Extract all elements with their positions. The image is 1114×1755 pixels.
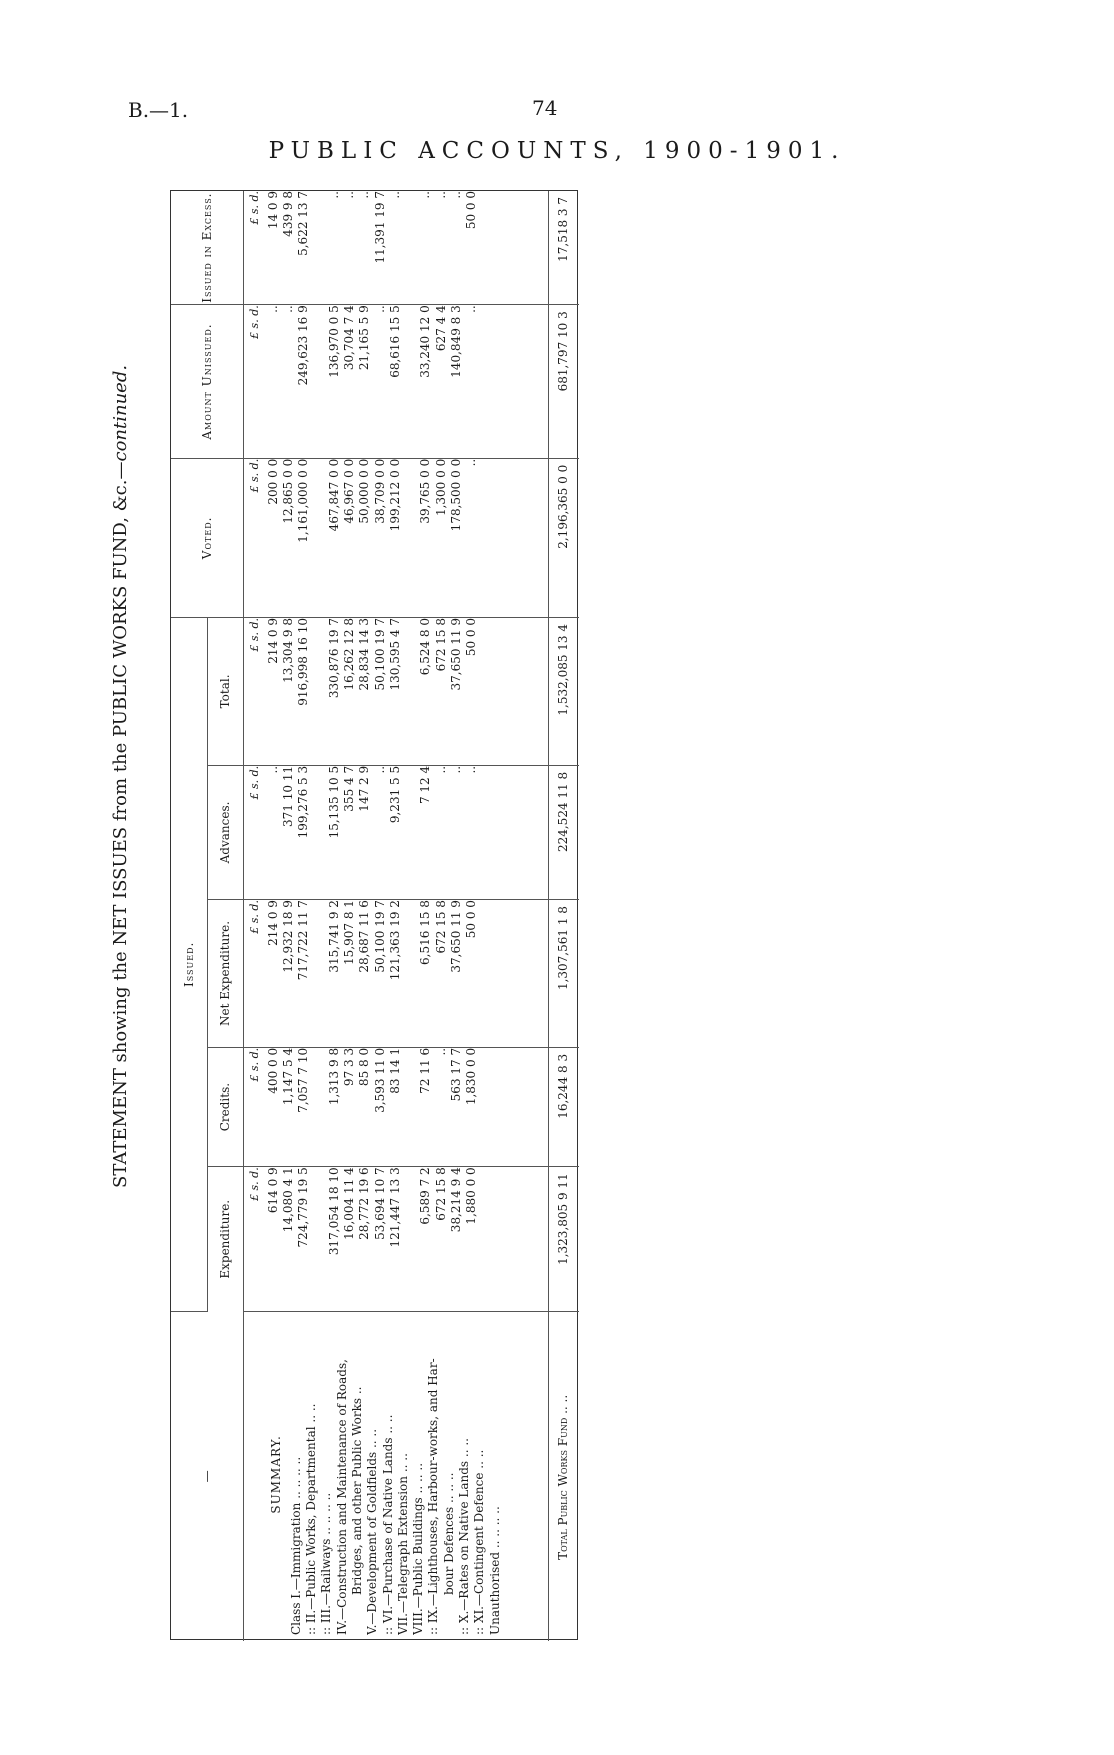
- row-value: 1,313 9 8: [326, 1047, 341, 1106]
- row-description: V.—Development of Goldfields .. ..: [365, 1428, 380, 1635]
- row-value: 16,004 11 4: [341, 1167, 356, 1240]
- row-description: Bridges, and other Public Works ..: [349, 1386, 364, 1595]
- row-value: ..: [464, 765, 479, 774]
- rotated-table-container: [171, 191, 579, 1641]
- col-advances-values: [266, 765, 549, 899]
- row-value: 12,932 18 9: [280, 900, 295, 973]
- row-value: 147 2 9: [357, 765, 372, 812]
- row-description: :: II.—Public Works, Departmental .. ..: [304, 1403, 319, 1635]
- row-value: [311, 766, 326, 899]
- total-expenditure: 1,323,805 9 11: [549, 1167, 580, 1311]
- row-value: 371 10 11: [280, 765, 295, 827]
- row-value: ..: [326, 191, 341, 199]
- col-header-blank: —: [171, 1311, 243, 1641]
- row-value: ..: [449, 191, 464, 199]
- col-amount-unissued-values: [266, 305, 549, 459]
- row-value: [311, 459, 326, 617]
- row-value: 330,876 19 7: [326, 617, 341, 699]
- row-value: 83 14 1: [387, 1047, 402, 1094]
- col-header-voted: Voted.: [171, 458, 243, 617]
- row-value: 11,391 19 7: [372, 191, 387, 264]
- statement-title-main: STATEMENT showing the NET ISSUES from the PUBLIC WORKS FUND, &c.—: [110, 461, 131, 1188]
- row-value: 1,830 0 0: [464, 1047, 479, 1106]
- row-value: 6,516 15 8: [418, 900, 433, 965]
- row-value: 85 8 0: [357, 1047, 372, 1087]
- units-label: £ s. d.: [243, 617, 266, 765]
- row-value: 72 11 6: [418, 1047, 433, 1094]
- row-value: 1,300 0 0: [433, 458, 448, 517]
- row-value: 214 0 9: [265, 617, 280, 664]
- row-value: 33,240 12 0: [418, 305, 433, 378]
- statement-table: [171, 191, 579, 1641]
- row-value: 14 0 9: [265, 191, 280, 230]
- row-description: IV.—Construction and Maintenance of Roads,: [334, 1359, 349, 1635]
- row-value: 136,970 0 5: [326, 305, 341, 378]
- row-value: 9,231 5 5: [387, 765, 402, 824]
- row-value: [311, 305, 326, 458]
- row-value: 38,214 9 4: [449, 1167, 464, 1233]
- row-value: 467,847 0 0: [326, 458, 341, 532]
- row-value: 97 3 3: [341, 1047, 356, 1087]
- row-value: 1,880 0 0: [464, 1167, 479, 1225]
- row-value: 916,998 16 10: [296, 617, 311, 706]
- total-voted: 2,196,365 0 0: [549, 458, 580, 617]
- row-description: :: X.—Rates on Native Lands .. ..: [457, 1438, 472, 1635]
- total-row: [549, 191, 580, 1641]
- row-value: 724,779 19 5: [296, 1167, 311, 1248]
- total-advances: 224,524 11 8: [549, 765, 580, 899]
- col-total-values: [266, 617, 549, 765]
- total-amount-unissued: 681,797 10 3: [549, 305, 580, 459]
- row-value: ..: [280, 305, 295, 313]
- row-description: :: IX.—Lighthouses, Harbour-works, and Har-: [426, 1358, 441, 1635]
- row-description: bour Defences .. .. ..: [441, 1472, 456, 1595]
- row-value: 50,000 0 0: [357, 458, 372, 524]
- units-label: £ s. d.: [243, 458, 266, 617]
- row-value: 672 15 8: [433, 900, 448, 954]
- row-description: :: XI.—Contingent Defence .. ..: [472, 1449, 487, 1635]
- row-value: 1,161,000 0 0: [296, 458, 311, 543]
- row-value: [311, 1048, 326, 1166]
- row-value: 15,907 8 1: [341, 900, 356, 965]
- row-value: [311, 191, 326, 304]
- row-description: :: VI.—Purchase of Native Lands .. ..: [380, 1414, 395, 1635]
- table-body: [266, 191, 580, 1641]
- row-description: :: III.—Railways .. .. .. ..: [319, 1492, 334, 1635]
- units-label: £ s. d.: [243, 900, 266, 1048]
- total-net-expenditure: 1,307,561 1 8: [549, 900, 580, 1048]
- row-value: 13,304 9 8: [280, 617, 295, 683]
- row-value: 400 0 0: [265, 1047, 280, 1094]
- row-value: 46,967 0 0: [341, 458, 356, 524]
- col-header-expenditure: Expenditure.: [207, 1167, 243, 1311]
- row-value: 68,616 15 5: [387, 305, 402, 378]
- row-value: 130,595 4 7: [387, 617, 402, 691]
- row-value: 439 9 8: [280, 191, 295, 237]
- row-value: 200 0 0: [265, 458, 280, 505]
- col-header-issued-in-excess: Issued in Excess.: [171, 191, 243, 305]
- row-value: ..: [418, 191, 433, 199]
- row-value: 140,849 8 3: [449, 305, 464, 378]
- row-value: 37,650 11 9: [449, 617, 464, 691]
- row-value: 21,165 5 9: [357, 305, 372, 371]
- statement-title-suffix: continued.: [110, 364, 131, 462]
- row-value: 15,135 10 5: [326, 765, 341, 839]
- row-value: ..: [387, 191, 402, 199]
- total-total: 1,532,085 13 4: [549, 617, 580, 765]
- col-description: [266, 1311, 549, 1641]
- table-data-row: [266, 191, 549, 1641]
- row-description: VII.—Telegraph Extension .. ..: [395, 1453, 410, 1635]
- row-value: [403, 1048, 418, 1166]
- col-header-total: Total.: [207, 617, 243, 765]
- row-value: 12,865 0 0: [280, 458, 295, 524]
- row-value: ..: [433, 191, 448, 199]
- row-value: 355 4 7: [341, 765, 356, 812]
- row-value: 614 0 9: [265, 1167, 280, 1214]
- row-value: 315,741 9 2: [326, 900, 341, 973]
- row-value: [311, 618, 326, 765]
- row-value: 627 4 4: [433, 305, 448, 352]
- row-value: 121,363 19 2: [387, 900, 402, 981]
- row-value: [403, 305, 418, 458]
- row-value: [311, 1167, 326, 1310]
- row-value: 50,100 19 7: [372, 617, 387, 691]
- total-label: Total Public Works Fund .. ..: [549, 1311, 580, 1641]
- col-issued-in-excess-values: [266, 191, 549, 305]
- row-value: [403, 766, 418, 899]
- row-value: ..: [464, 458, 479, 467]
- row-value: ..: [357, 191, 372, 199]
- units-label: £ s. d.: [243, 1047, 266, 1166]
- units-label: £ s. d.: [243, 765, 266, 899]
- row-value: ..: [433, 765, 448, 774]
- row-value: 199,212 0 0: [387, 458, 402, 532]
- col-credits-values: [266, 1047, 549, 1166]
- page-number: 74: [532, 96, 558, 120]
- units-label: £ s. d.: [243, 1167, 266, 1311]
- row-value: [403, 900, 418, 1047]
- row-value: 37,650 11 9: [449, 900, 464, 973]
- row-value: 28,834 14 3: [357, 617, 372, 691]
- row-value: 317,054 18 10: [326, 1167, 341, 1256]
- row-value: 6,524 8 0: [418, 617, 433, 676]
- row-value: 53,694 10 7: [372, 1167, 387, 1240]
- row-value: ..: [433, 1047, 448, 1056]
- statement-title: [110, 188, 131, 1188]
- row-value: 7,057 7 10: [296, 1047, 311, 1113]
- col-header-advances: Advances.: [207, 765, 243, 899]
- row-value: 1,147 5 4: [280, 1047, 295, 1106]
- row-description: Class I.—Immigration .. .. .. ..: [288, 1456, 303, 1635]
- row-value: 672 15 8: [433, 617, 448, 672]
- running-head: PUBLIC ACCOUNTS, 1900-1901.: [268, 138, 846, 164]
- row-value: ..: [372, 765, 387, 774]
- row-value: 16,262 12 8: [341, 617, 356, 691]
- row-value: 7 12 4: [418, 765, 433, 805]
- row-value: 563 17 7: [449, 1047, 464, 1102]
- row-value: 50 0 0: [464, 900, 479, 939]
- row-value: ..: [449, 765, 464, 774]
- row-value: ..: [265, 305, 280, 313]
- row-value: ..: [341, 191, 356, 199]
- row-value: 30,704 7 4: [341, 305, 356, 371]
- row-value: 50 0 0: [464, 191, 479, 230]
- total-credits: 16,244 8 3: [549, 1047, 580, 1166]
- col-header-credits: Credits.: [207, 1047, 243, 1166]
- units-label: £ s. d.: [243, 305, 266, 459]
- row-value: 672 15 8: [433, 1167, 448, 1221]
- description-lines: [289, 1314, 503, 1635]
- row-value: 50,100 19 7: [372, 900, 387, 973]
- statement-table-frame: [170, 190, 578, 1640]
- row-value: ..: [464, 305, 479, 313]
- row-value: 199,276 5 3: [296, 765, 311, 839]
- row-value: [403, 459, 418, 617]
- row-value: 178,500 0 0: [449, 458, 464, 532]
- units-label: £ s. d.: [243, 191, 266, 305]
- row-description: Unauthorised .. .. .. ..: [487, 1506, 502, 1635]
- row-value: 39,765 0 0: [418, 458, 433, 524]
- row-value: [403, 1167, 418, 1310]
- total-issued-in-excess: 17,518 3 7: [549, 191, 580, 305]
- row-value: ..: [265, 765, 280, 774]
- col-voted-values: [266, 458, 549, 617]
- row-value: 5,622 13 7: [296, 191, 311, 256]
- row-value: 3,593 11 0: [372, 1047, 387, 1113]
- units-row: [243, 191, 266, 1641]
- row-description: VIII.—Public Buildings .. .. ..: [411, 1462, 426, 1635]
- table-head: [171, 191, 266, 1641]
- col-net-expenditure-values: [266, 900, 549, 1048]
- row-value: 717,722 11 7: [296, 900, 311, 981]
- document-reference: B.—1.: [128, 98, 189, 122]
- row-value: 214 0 9: [265, 900, 280, 946]
- col-header-issued: Issued.: [171, 617, 207, 1311]
- row-value: ..: [372, 305, 387, 313]
- row-value: [403, 191, 418, 304]
- row-value: 14,080 4 1: [280, 1167, 295, 1233]
- row-value: 28,687 11 6: [357, 900, 372, 973]
- col-header-net-expenditure: Net Expenditure.: [207, 900, 243, 1048]
- col-expenditure-values: [266, 1167, 549, 1311]
- row-value: 6,589 7 2: [418, 1167, 433, 1225]
- row-value: 249,623 16 9: [296, 305, 311, 386]
- summary-label: SUMMARY.: [268, 1435, 283, 1514]
- row-value: [311, 900, 326, 1047]
- row-value: 28,772 19 6: [357, 1167, 372, 1240]
- row-value: 50 0 0: [464, 617, 479, 657]
- row-value: [403, 618, 418, 765]
- col-header-amount-unissued: Amount Unissued.: [171, 305, 243, 459]
- units-blank: [243, 1311, 266, 1641]
- row-value: 38,709 0 0: [372, 458, 387, 524]
- row-value: 121,447 13 3: [387, 1167, 402, 1248]
